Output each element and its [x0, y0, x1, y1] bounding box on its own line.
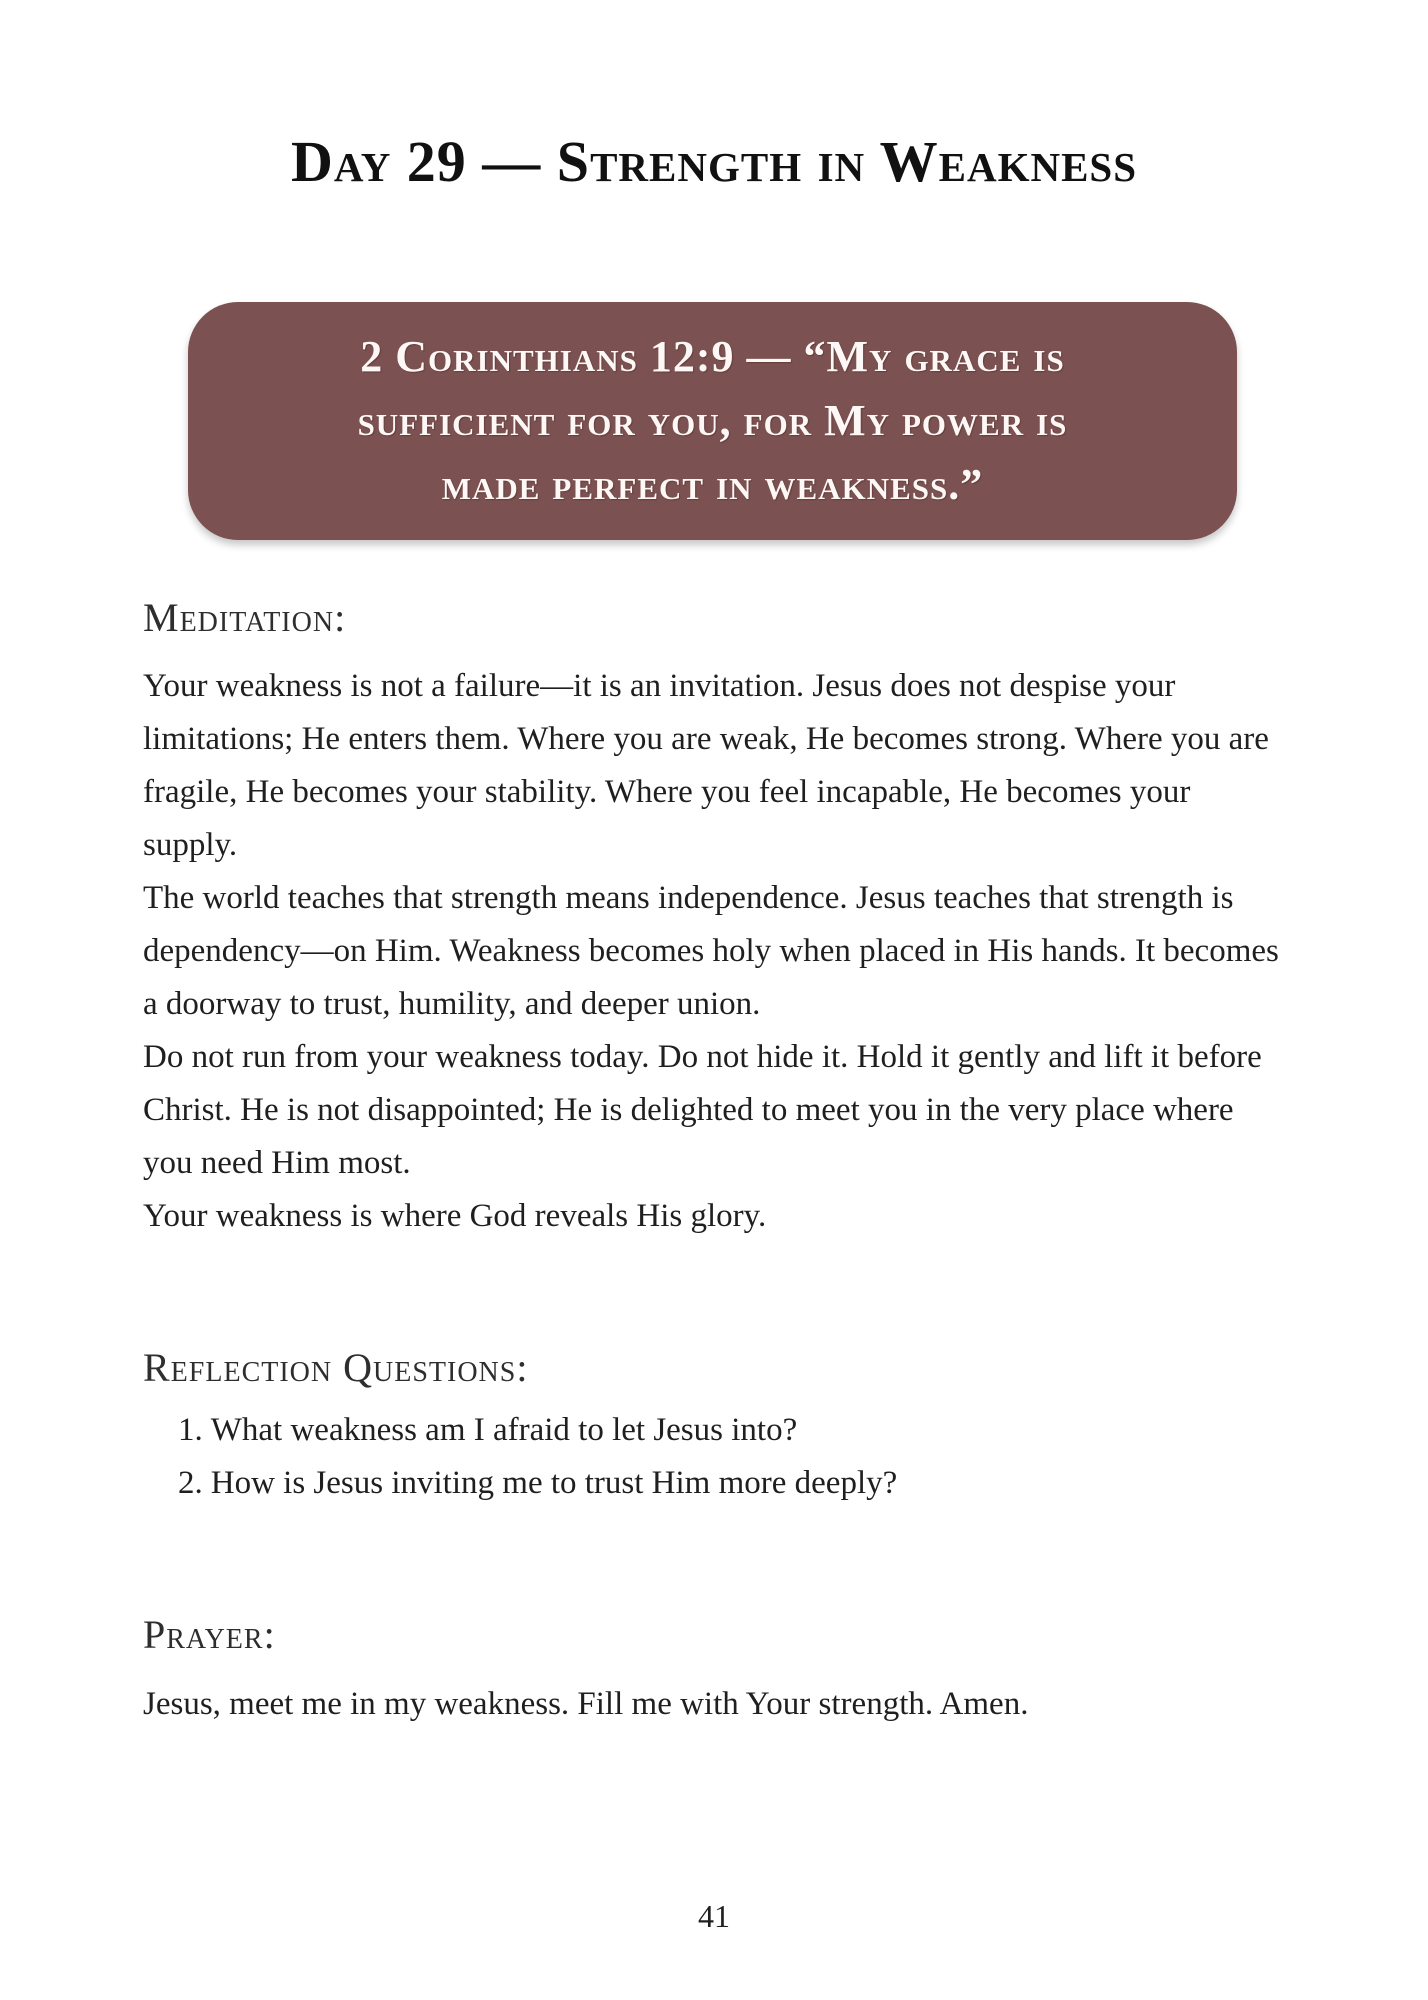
scripture-quote-line-1: 2 Corinthians 12:9 — “My grace is — [360, 332, 1065, 381]
question-2-number: 2. — [178, 1465, 203, 1501]
prayer-text: Jesus, meet me in my weakness. Fill me with Your strength. Amen. — [143, 1686, 1029, 1722]
page-number: 41 — [698, 1898, 730, 1934]
scripture-quote-text — [318, 325, 1108, 517]
prayer-heading: Prayer: — [143, 1612, 276, 1657]
reflection-question-2 — [178, 1457, 1288, 1510]
meditation-body — [143, 660, 1288, 1243]
question-2-text: How is Jesus inviting me to trust Him more deeply? — [210, 1465, 898, 1501]
meditation-paragraph-1: Your weakness is not a failure—it is an invitation. Jesus does not despise your limitations; He enters them. Where you are weak, He becomes strong. Where you are fragile, He becomes your stability. Where you feel incapable, He becomes your supply. — [143, 668, 1269, 863]
meditation-paragraph-3: Do not run from your weakness today. Do not hide it. Hold it gently and lift it before Christ. He is not disappointed; He is delighted to meet you in the very place where you need Him most. — [143, 1039, 1262, 1181]
question-1-number: 1. — [178, 1412, 203, 1448]
reflection-questions-heading: Reflection Questions: — [143, 1345, 529, 1390]
meditation-paragraph-2: The world teaches that strength means independence. Jesus teaches that strength is dependency—on Him. Weakness becomes holy when placed in His hands. It becomes a doorway to trust, humility, and deeper union. — [143, 880, 1279, 1022]
scripture-quote-line-3: made perfect in weakness.” — [441, 460, 984, 509]
scripture-quote-line-2: sufficient for you, for My power is — [357, 396, 1068, 445]
meditation-paragraph-4: Your weakness is where God reveals His glory. — [143, 1198, 767, 1234]
question-1-text: What weakness am I afraid to let Jesus into? — [210, 1412, 798, 1448]
scripture-quote-box — [188, 302, 1237, 540]
meditation-heading: Meditation: — [143, 595, 347, 640]
reflection-question-1 — [178, 1404, 1288, 1457]
page-title: Day 29 — Strength in Weakness — [290, 129, 1138, 194]
reflection-question-list — [178, 1404, 1288, 1510]
